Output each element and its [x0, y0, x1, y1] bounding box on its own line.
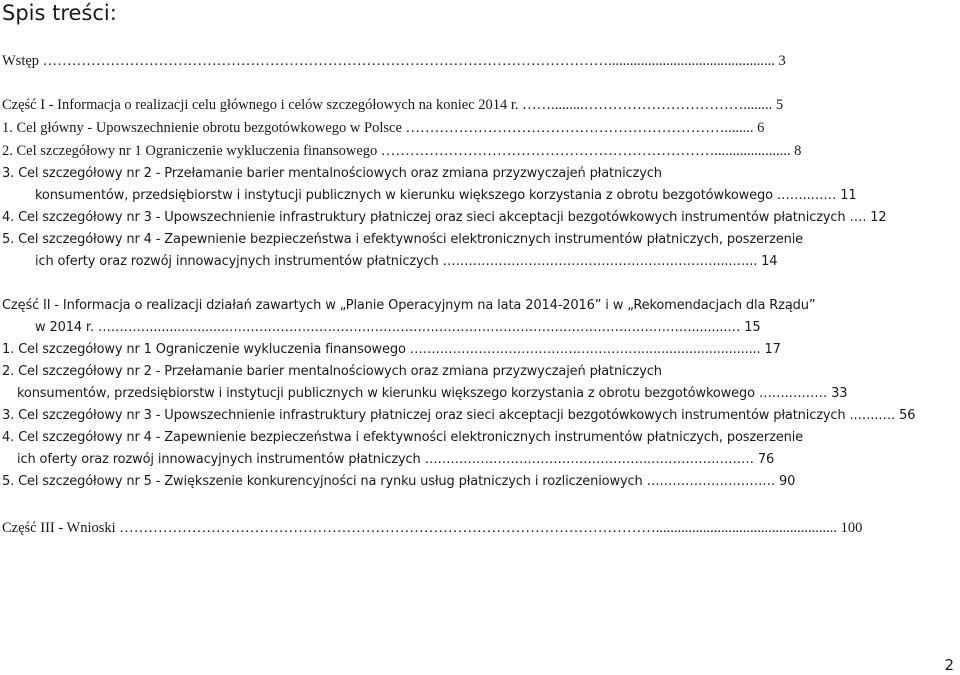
- toc-entry-cel-4-cont[interactable]: ich oferty oraz rozwój innowacyjnych instrumentów płatniczych ……………………………………………………….....…... 14: [35, 254, 778, 269]
- toc-entry-czesc-1[interactable]: Część I - Informacja o realizacji celu głównego i celów szczegółowych na koniec 2014 r. …….........……………………………........ 5: [2, 97, 784, 113]
- toc-entry-cz2-cel-2[interactable]: 2. Cel szczegółowy nr 2 - Przełamanie barier mentalnościowych oraz zmiana przyzwyczajeń płatniczych: [2, 364, 662, 379]
- toc-entry-czesc-2-cont[interactable]: w 2014 r. …………....................……………………………………………………………………………………………….........… 15: [35, 320, 761, 335]
- toc-entry-cz2-cel-1[interactable]: 1. Cel szczegółowy nr 1 Ograniczenie wykluczenia finansowego ……………………………………………….............................. 17: [2, 342, 781, 357]
- toc-entry-cz2-cel-4[interactable]: 4. Cel szczegółowy nr 4 - Zapewnienie bezpieczeństwa i efektywności elektronicznych instrumentów płatniczych, poszerzenie: [2, 430, 804, 445]
- page-title: Spis treści:: [2, 1, 117, 25]
- toc-entry-cel-2[interactable]: 3. Cel szczegółowy nr 2 - Przełamanie barier mentalnościowych oraz zmiana przyzwyczajeń płatniczych: [2, 166, 662, 181]
- toc-entry-cz2-cel-4-cont[interactable]: ich oferty oraz rozwój innowacyjnych instrumentów płatniczych ……………………………………………..…………………… 76: [17, 452, 775, 467]
- toc-entry-cel-3[interactable]: 4. Cel szczegółowy nr 3 - Upowszechnienie infrastruktury płatniczej oraz sieci akceptacji bezgotówkowych instrumentów płatniczych …. 12: [2, 210, 887, 225]
- toc-entry-czesc-2[interactable]: Część II - Informacja o realizacji działań zawartych w „Planie Operacyjnym na lata 2014-2016” i w „Rekomendacjach dla Rządu”: [2, 298, 816, 313]
- toc-entry-cel-1[interactable]: 2. Cel szczegółowy nr 1 Ograniczenie wykluczenia finansowego ……………………………………………………………..................... 8: [2, 143, 802, 159]
- toc-entry-cz2-cel-2-cont[interactable]: konsumentów, przedsiębiorstw i instytucji publicznych w kierunku większego korzystania z obrotu bezgotówkowego …….……… 33: [17, 386, 848, 401]
- toc-entry-cz2-cel-3[interactable]: 3. Cel szczegółowy nr 3 - Upowszechnienie infrastruktury płatniczej oraz sieci akceptacji bezgotówkowych instrumentów płatniczych ..…..…. 56: [2, 408, 916, 423]
- toc-entry-cz2-cel-5[interactable]: 5. Cel szczegółowy nr 5 - Zwiększenie konkurencyjności na rynku usług płatniczych i rozliczeniowych ………………………… 90: [2, 474, 796, 489]
- toc-entry-cel-2-cont[interactable]: konsumentów, przedsiębiorstw i instytucji publicznych w kierunku większego korzystania z obrotu bezgotówkowego ……..…… 11: [35, 188, 857, 203]
- toc-entry-cel-4[interactable]: 5. Cel szczegółowy nr 4 - Zapewnienie bezpieczeństwa i efektywności elektronicznych instrumentów płatniczych, poszerzenie: [2, 232, 804, 247]
- toc-entry-wstep[interactable]: Wstęp ……………………………………………………………………………………………………….............................................. 3: [2, 53, 786, 69]
- page-number: 2: [944, 656, 954, 674]
- toc-entry-cel-glowny[interactable]: 1. Cel główny - Upowszechnienie obrotu bezgotówkowego w Polsce …………………………………………………………........ 6: [2, 120, 765, 136]
- toc-entry-czesc-3[interactable]: Część III - Wnioski ………………………………………………………………………………………………….................................................. 100: [2, 520, 863, 536]
